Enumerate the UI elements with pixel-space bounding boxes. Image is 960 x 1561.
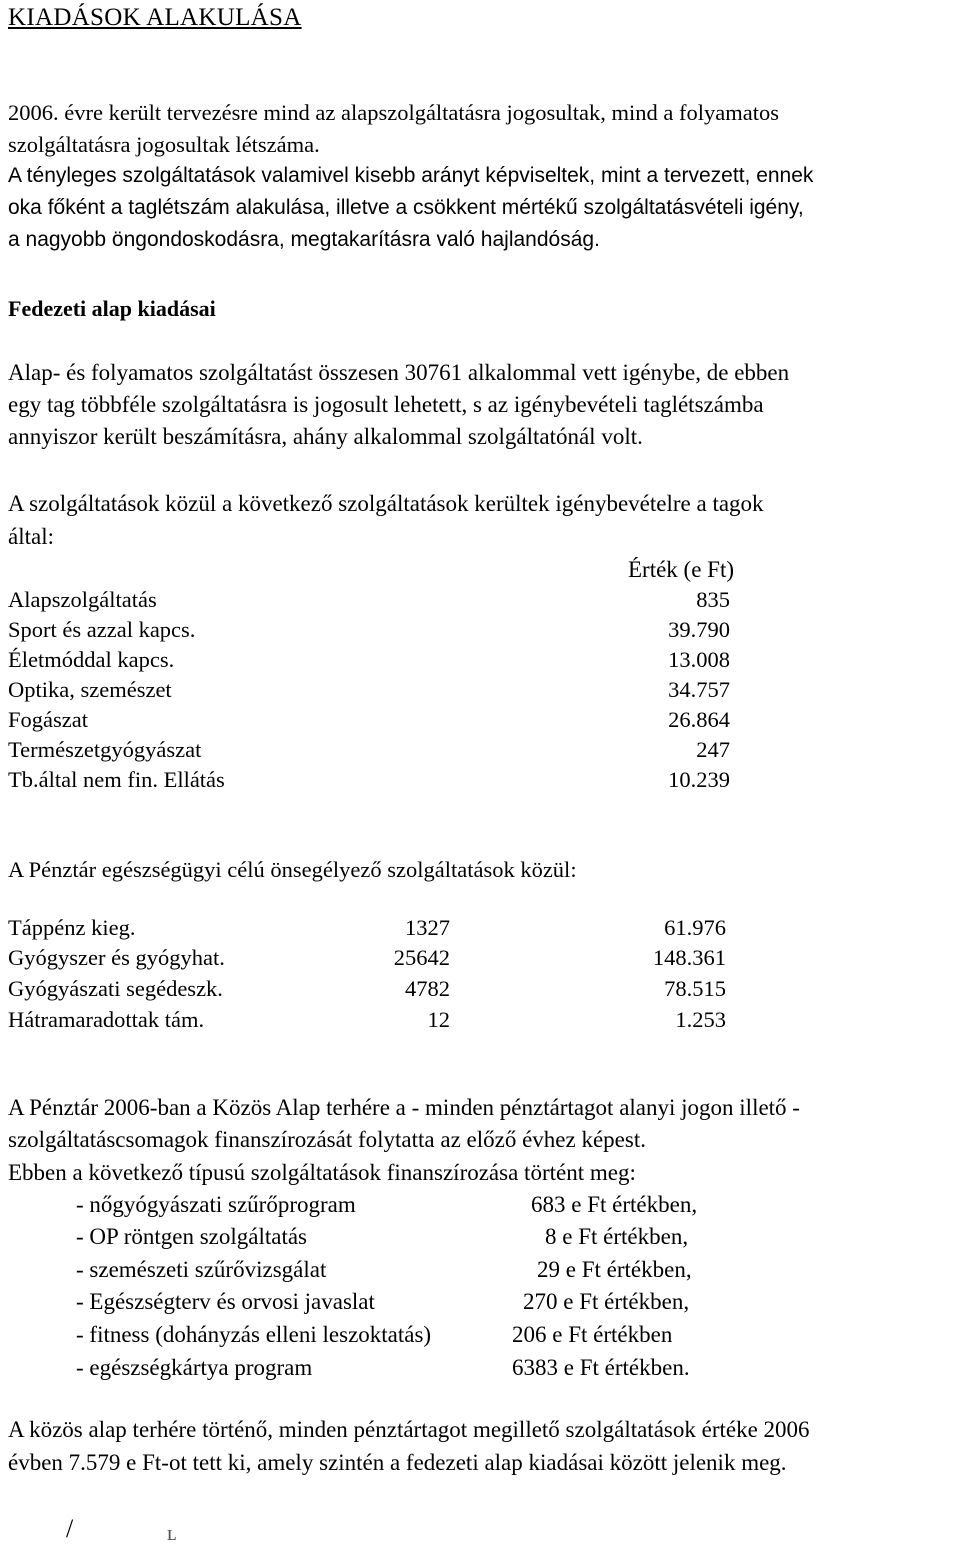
services-row-value: 10.239 [668, 767, 730, 792]
para4-line-2: évben 7.579 e Ft-ot tett ki, amely szintén a fedezeti alap kiadásai között jelenik meg. [8, 1450, 787, 1475]
page-title: KIADÁSOK ALAKULÁSA [8, 4, 302, 31]
program-name: - egészségkártya program [76, 1355, 313, 1380]
intro-line-3: A tényleges szolgáltatások valamivel kisebb arányt képviseltek, mint a tervezett, ennek [8, 164, 814, 187]
intro-line-2: szolgáltatásra jogosultak létszáma. [8, 132, 320, 157]
services-row-name: Sport és azzal kapcs. [8, 617, 196, 642]
program-name: - szemészeti szűrővizsgálat [76, 1257, 327, 1282]
program-value: 206 e Ft értékben [512, 1322, 673, 1347]
program-value: 29 e Ft értékben, [537, 1257, 692, 1282]
section-heading: Fedezeti alap kiadásai [8, 296, 216, 321]
health-row-name: Táppénz kieg. [8, 915, 136, 940]
program-value: 270 e Ft értékben, [523, 1289, 690, 1314]
services-row-name: Fogászat [8, 707, 88, 732]
health-row-value: 61.976 [664, 915, 726, 940]
health-row-name: Gyógyszer és gyógyhat. [8, 945, 225, 970]
services-value-header: Érték (e Ft) [628, 557, 735, 582]
page-mark-right: ʟ [167, 1520, 177, 1545]
services-row-value: 39.790 [668, 617, 730, 642]
para2-line-1: A szolgáltatások közül a következő szolgáltatások kerültek igénybevételre a tagok [8, 491, 764, 516]
services-row-name: Életmóddal kapcs. [8, 647, 175, 672]
services-row-value: 26.864 [668, 707, 730, 732]
intro-line-5: a nagyobb öngondoskodásra, megtakarításra való hajlandóság. [8, 228, 600, 251]
para2-line-2: által: [8, 524, 54, 549]
services-row-value: 835 [696, 587, 730, 612]
health-row-value: 148.361 [652, 945, 726, 970]
program-name: - fitness (dohányzás elleni leszoktatás) [76, 1322, 432, 1347]
services-row-value: 247 [696, 737, 730, 762]
program-value: 683 e Ft értékben, [531, 1192, 698, 1217]
services-row-value: 13.008 [668, 647, 730, 672]
para3-line-1: A Pénztár 2006-ban a Közös Alap terhére a - minden pénztártagot alanyi jogon illető - [8, 1095, 800, 1120]
intro-line-1: 2006. évre került tervezésre mind az alapszolgáltatásra jogosultak, mind a folyamatos [8, 100, 779, 125]
health-row-name: Gyógyászati segédeszk. [8, 976, 223, 1001]
para3-line-3: Ebben a következő típusú szolgáltatások finanszírozása történt meg: [8, 1160, 636, 1185]
program-value: 6383 e Ft értékben. [512, 1355, 690, 1380]
program-name: - OP röntgen szolgáltatás [76, 1224, 308, 1249]
services-row-name: Optika, szemészet [8, 677, 172, 702]
health-row-count: 25642 [393, 945, 450, 970]
program-name: - nőgyógyászati szűrőprogram [76, 1192, 356, 1217]
para4-line-1: A közös alap terhére történő, minden pénztártagot megillető szolgáltatások értéke 2006 [8, 1417, 810, 1442]
health-row-count: 1327 [405, 915, 450, 940]
services-row-name: Tb.által nem fin. Ellátás [8, 767, 225, 792]
para1-line-2: egy tag többféle szolgáltatásra is jogosult lehetett, s az igénybevételi taglétszámba [8, 392, 764, 417]
health-row-count: 12 [427, 1007, 450, 1032]
health-heading: A Pénztár egészségügyi célú önsegélyező szolgáltatások közül: [8, 857, 577, 882]
para3-line-2: szolgáltatáscsomagok finanszírozását folytatta az előző évhez képest. [8, 1127, 646, 1152]
health-row-count: 4782 [405, 976, 450, 1001]
program-name: - Egészségterv és orvosi javaslat [76, 1289, 375, 1314]
services-row-name: Természetgyógyászat [8, 737, 202, 762]
para1-line-3: annyiszor került beszámításra, ahány alkalommal szolgáltatónál volt. [8, 424, 643, 449]
services-row-name: Alapszolgáltatás [8, 587, 157, 612]
page-mark-left: / [66, 1514, 74, 1543]
program-value: 8 e Ft értékben, [545, 1224, 689, 1249]
intro-line-4: oka főként a taglétszám alakulása, illetve a csökkent mértékű szolgáltatásvételi igény, [8, 196, 804, 219]
para1-line-1: Alap- és folyamatos szolgáltatást összesen 30761 alkalommal vett igénybe, de ebben [8, 360, 790, 385]
services-row-value: 34.757 [668, 677, 730, 702]
health-row-value: 1.253 [675, 1007, 726, 1032]
health-row-value: 78.515 [664, 976, 726, 1001]
health-row-name: Hátramaradottak tám. [8, 1007, 205, 1032]
